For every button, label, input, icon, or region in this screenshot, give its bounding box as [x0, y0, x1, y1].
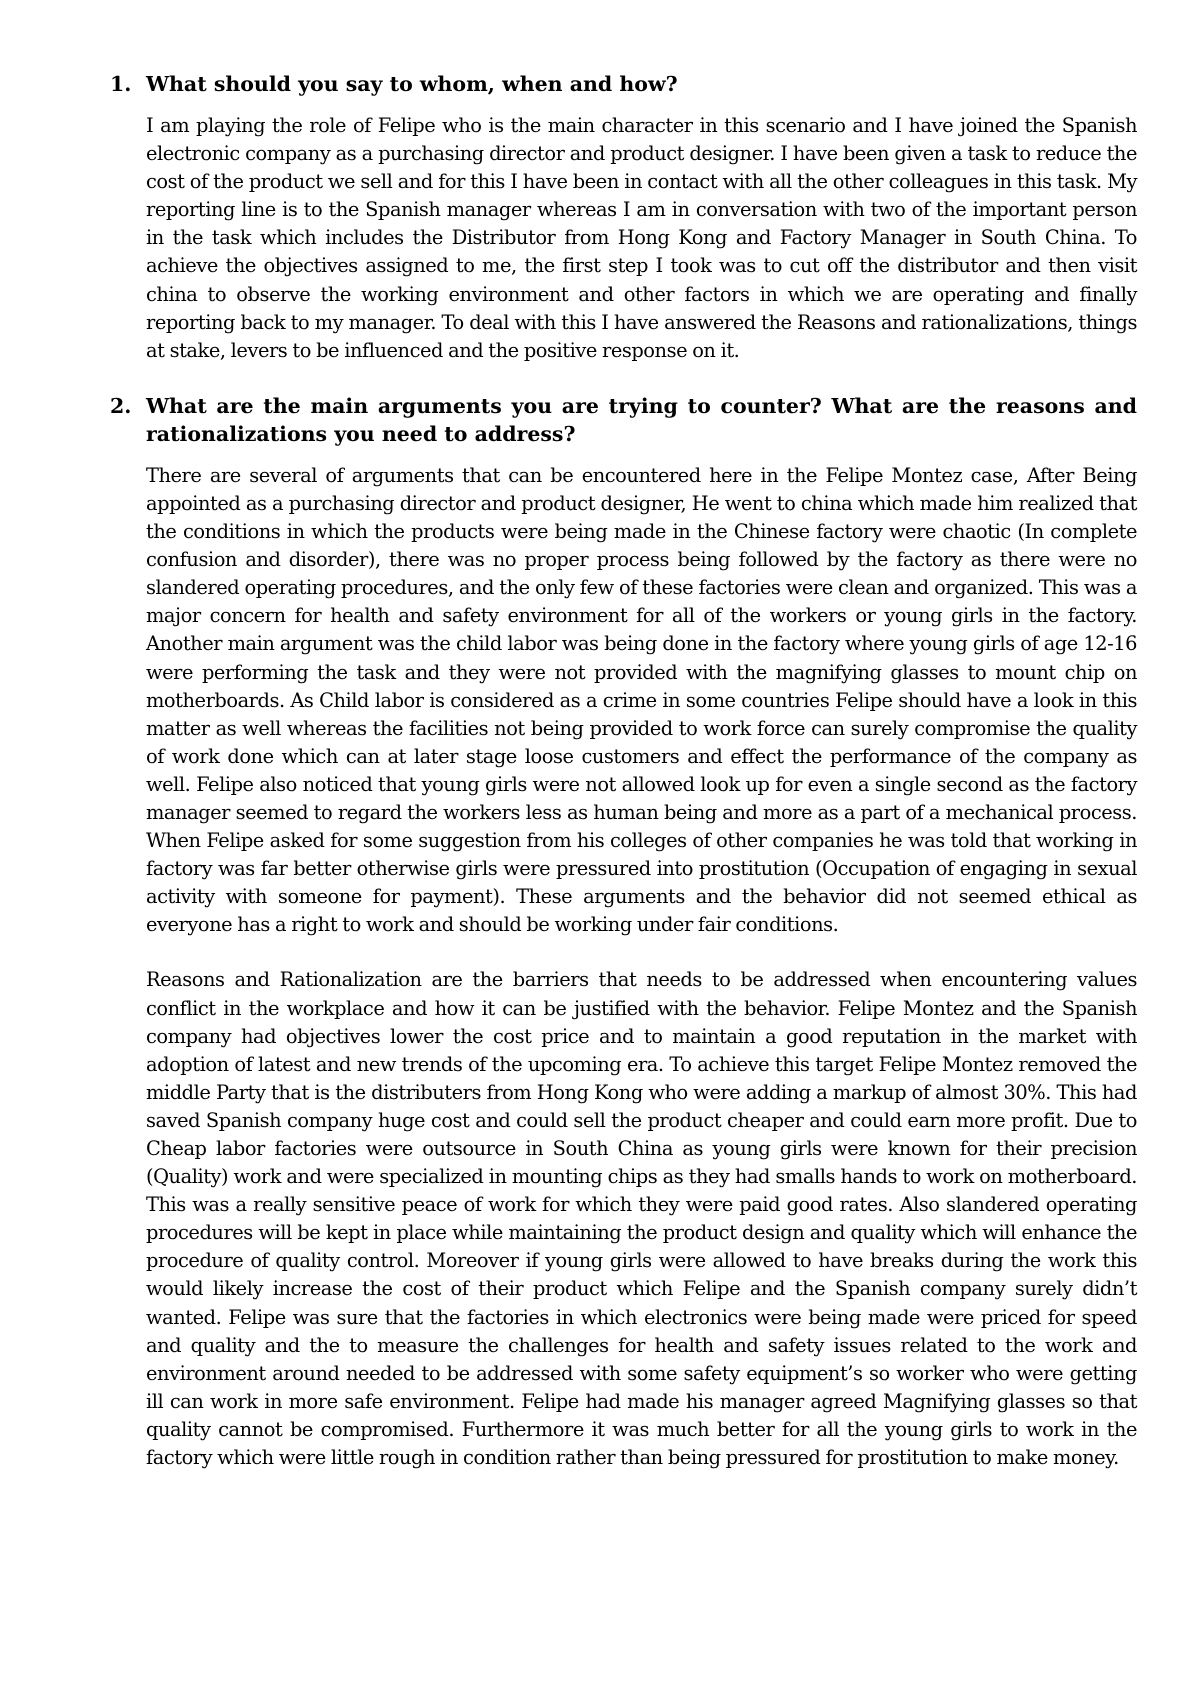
spacer: [110, 365, 1137, 392]
spacer: [110, 448, 1137, 462]
question-2-text: What are the main arguments you are trying to counter? What are the reasons and rationalizations you need to address?: [146, 393, 1137, 446]
answer-1-paragraph-1: I am playing the role of Felipe who is the main character in this scenario and I have joined the Spanish electronic company as a purchasing director and product designer. I have been given a task to reduce the cost of the product we sell and for this I have been in contact with all the other colleagues in this task. My reporting line is to the Spanish manager whereas I am in conversation with two of the important person in the task which includes the Distributor from Hong Kong and Factory Manager in South China. To achieve the objectives assigned to me, the first step I took was to cut off the distributor and then visit china to observe the working environment and other factors in which we are operating and finally reporting back to my manager. To deal with this I have answered the Reasons and rationalizations, things at stake, levers to be influenced and the positive response on it.: [146, 114, 1137, 362]
question-2-number: 2.: [110, 393, 132, 418]
document-body: [110, 70, 1137, 1472]
question-2-heading: [110, 392, 1137, 448]
spacer: [110, 98, 1137, 112]
question-1-number: 1.: [110, 72, 132, 96]
answer-2-paragraph-2: Reasons and Rationalization are the barriers that needs to be addressed when encountering values conflict in the workplace and how it can be justified with the behavior. Felipe Montez and the Spanish company had objectives lower the cost price and to maintain a good reputation in the market with adoption of latest and new trends of the upcoming era. To achieve this target Felipe Montez removed the middle Party that is the distributers from Hong Kong who were adding a markup of almost 30%. This had saved Spanish company huge cost and could sell the product cheaper and could earn more profit. Due to Cheap labor factories were outsource in South China as young girls were known for their precision (Quality) work and were specialized in mounting chips as they had smalls hands to work on motherboard. This was a really sensitive peace of work for which they were paid good rates. Also slandered operating procedures will be kept in place while maintaining the product design and quality which will enhance the procedure of quality control. Moreover if young girls were allowed to have breaks during the work this would likely increase the cost of their product which Felipe and the Spanish company surely didn’t wanted. Felipe was sure that the factories in which electronics were being made were priced for speed and quality and the to measure the challenges for health and safety issues related to the work and environment around needed to be addressed with some safety equipment’s so worker who were getting ill can work in more safe environment. Felipe had made his manager agreed Magnifying glasses so that quality cannot be compromised. Furthermore it was much better for all the young girls to work in the factory which were little rough in condition rather than being pressured for prostitution to make money.: [146, 968, 1137, 1470]
question-1-heading: [110, 70, 1137, 98]
answer-2-paragraph-1: There are several of arguments that can be encountered here in the Felipe Montez case, After Being appointed as a purchasing director and product designer, He went to china which made him realized that the conditions in which the products were being made in the Chinese factory were chaotic (In complete confusion and disorder), there was no proper process being followed by the factory as there were no slandered operating procedures, and the only few of these factories were clean and organized. This was a major concern for health and safety environment for all of the workers or young girls in the factory. Another main argument was the child labor was being done in the factory where young girls of age 12-16 were performing the task and they were not provided with the magnifying glasses to mount chip on motherboards. As Child labor is considered as a crime in some countries Felipe should have a look in this matter as well whereas the facilities not being provided to work force can surely compromise the quality of work done which can at later stage loose customers and effect the performance of the company as well. Felipe also noticed that young girls were not allowed look up for even a single second as the factory manager seemed to regard the workers less as human being and more as a part of a mechanical process. When Felipe asked for some suggestion from his colleges of other companies he was told that working in factory was far better otherwise girls were pressured into prostitution (Occupation of engaging in sexual activity with someone for payment). These arguments and the behavior did not seemed ethical as everyone has a right to work and should be working under fair conditions.: [146, 463, 1137, 937]
question-1-text: What should you say to whom, when and how?: [146, 72, 678, 96]
spacer: [110, 939, 1137, 966]
